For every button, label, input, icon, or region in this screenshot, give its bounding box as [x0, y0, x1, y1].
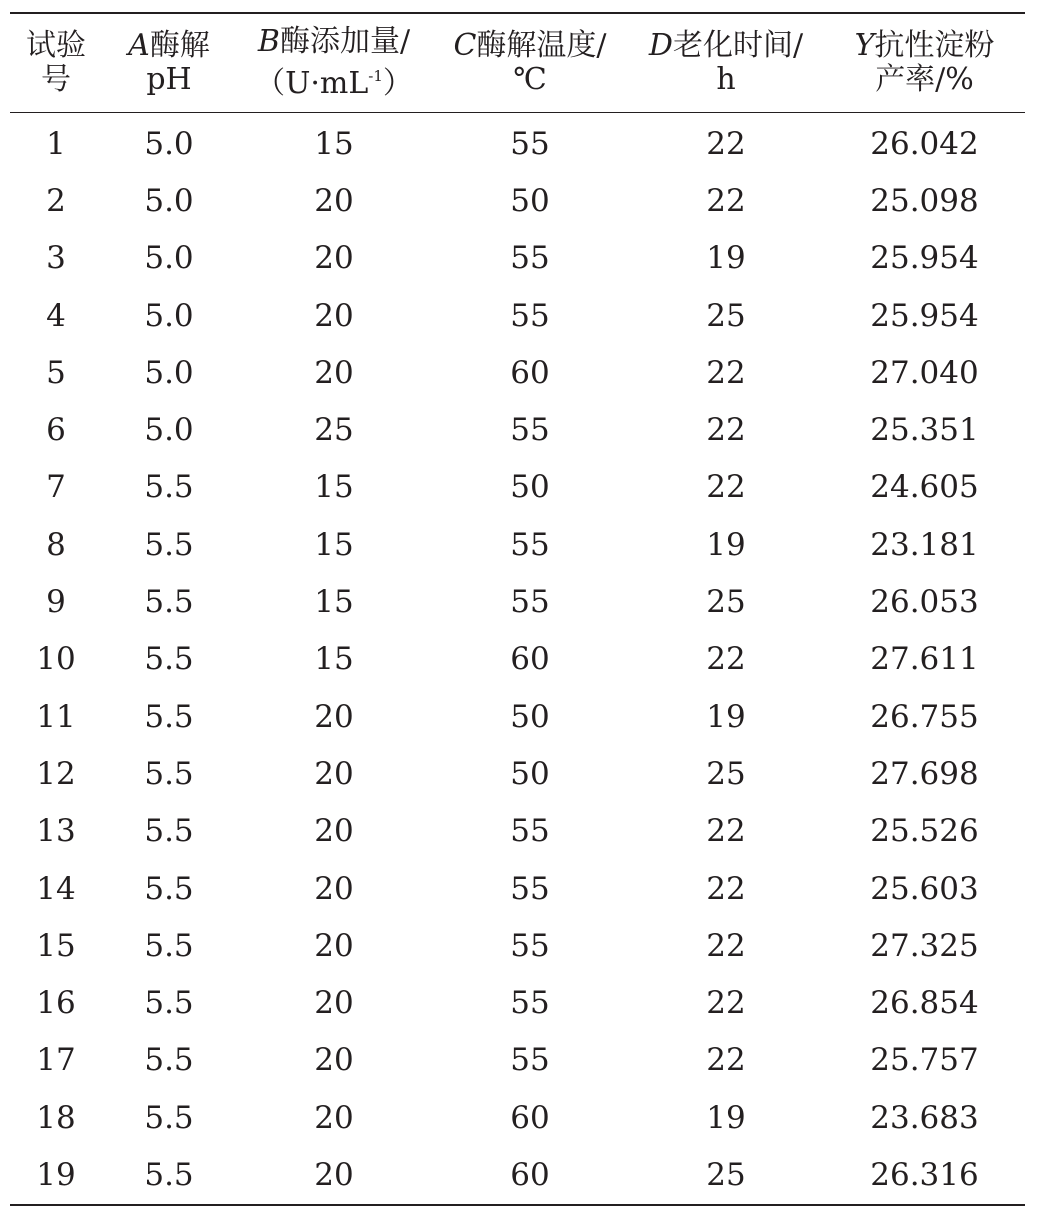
table-cell: 25.954 [870, 240, 979, 277]
table-cell: 22 [706, 1042, 746, 1079]
table-cell: 15 [314, 526, 354, 563]
table-cell: 18 [36, 1099, 76, 1136]
table-cell: 15 [314, 641, 354, 678]
table-cell: 26.316 [870, 1156, 979, 1193]
table-cell: 5.0 [144, 412, 194, 449]
column-header-text: 酶添加量/ [279, 24, 411, 59]
column-header [628, 13, 824, 113]
table-cell: 25.603 [870, 870, 979, 907]
table-cell: 55 [510, 870, 550, 907]
table-cell: 5.5 [144, 870, 194, 907]
column-header-line1 [432, 29, 628, 63]
table-row [10, 516, 1025, 573]
table-cell: 23.683 [870, 1099, 979, 1136]
table-cell: 22 [706, 813, 746, 850]
table-cell: 15 [314, 125, 354, 162]
table-row [10, 917, 1025, 974]
table-row [10, 113, 1025, 173]
table-cell: 5.5 [144, 641, 194, 678]
table-cell: 19 [706, 240, 746, 277]
table-cell: 26.854 [870, 985, 979, 1022]
column-header-unit: pH [146, 62, 192, 97]
table-cell: 5 [46, 354, 66, 391]
table-cell: 20 [314, 813, 354, 850]
table-header [10, 13, 1025, 113]
column-header-text: 抗性淀粉 [874, 28, 995, 63]
table-row [10, 172, 1025, 229]
table-row [10, 230, 1025, 287]
table-cell: 20 [314, 354, 354, 391]
table-cell: 50 [510, 755, 550, 792]
column-header [432, 13, 628, 113]
table-cell: 60 [510, 1156, 550, 1193]
table-cell: 20 [314, 240, 354, 277]
table-cell: 25 [706, 1156, 746, 1193]
header-row [10, 13, 1025, 113]
table-cell: 22 [706, 927, 746, 964]
table-cell: 20 [314, 1099, 354, 1136]
experiment-table [10, 12, 1025, 1206]
column-header-line1 [236, 25, 432, 59]
table-cell: 17 [36, 1042, 76, 1079]
table-cell: 25 [706, 584, 746, 621]
column-header-unit: 产率/% [875, 62, 974, 97]
table-cell: 1 [46, 125, 66, 162]
table-cell: 20 [314, 870, 354, 907]
column-header-text: 试验 [26, 28, 86, 63]
table-row [10, 745, 1025, 802]
table-cell: 22 [706, 985, 746, 1022]
table-cell: 20 [314, 698, 354, 735]
column-header [10, 13, 102, 113]
column-header-unit: ℃ [513, 62, 547, 97]
column-header-unit: h [716, 62, 736, 97]
table-cell: 27.040 [870, 354, 979, 391]
table-cell: 55 [510, 412, 550, 449]
variable-symbol: A [128, 28, 150, 63]
table-cell: 25 [706, 297, 746, 334]
table-cell: 5.5 [144, 1042, 194, 1079]
table-cell: 16 [36, 985, 76, 1022]
table-row [10, 459, 1025, 516]
table-cell: 20 [314, 1042, 354, 1079]
column-header-text: 老化时间/ [672, 28, 804, 63]
table-cell: 24.605 [870, 469, 979, 506]
table-cell: 22 [706, 469, 746, 506]
table-cell: 5.5 [144, 927, 194, 964]
table-row [10, 573, 1025, 630]
table-cell: 55 [510, 584, 550, 621]
table-cell: 5.0 [144, 182, 194, 219]
table-cell: 20 [314, 927, 354, 964]
table-row [10, 803, 1025, 860]
variable-symbol: B [257, 24, 280, 59]
table-cell: 55 [510, 526, 550, 563]
table-row [10, 344, 1025, 401]
column-header-text: 酶解温度/ [476, 28, 607, 63]
table-cell: 60 [510, 354, 550, 391]
table-cell: 5.0 [144, 125, 194, 162]
table-cell: 5.5 [144, 698, 194, 735]
table-cell: 25.351 [870, 412, 979, 449]
table-body [10, 113, 1025, 1205]
table-cell: 5.5 [144, 584, 194, 621]
table-cell: 26.755 [870, 698, 979, 735]
variable-symbol: D [648, 28, 673, 63]
table-cell: 5.0 [144, 240, 194, 277]
table-row [10, 1032, 1025, 1089]
column-header [236, 13, 432, 113]
table-cell: 6 [46, 412, 66, 449]
table-cell: 27.611 [870, 641, 979, 678]
table-row [10, 401, 1025, 458]
table-cell: 55 [510, 1042, 550, 1079]
table-cell: 15 [36, 927, 76, 964]
table-cell: 25.526 [870, 813, 979, 850]
table-cell: 20 [314, 297, 354, 334]
table-row [10, 860, 1025, 917]
column-header [102, 13, 236, 113]
table-cell: 55 [510, 125, 550, 162]
table-cell: 22 [706, 641, 746, 678]
table-cell: 5.5 [144, 813, 194, 850]
table-cell: 55 [510, 813, 550, 850]
table-cell: 11 [36, 698, 76, 735]
table-cell: 26.053 [870, 584, 979, 621]
table-cell: 27.325 [870, 927, 979, 964]
table-cell: 5.5 [144, 1156, 194, 1193]
table-cell: 19 [706, 698, 746, 735]
column-header-line1 [102, 29, 236, 63]
table-cell: 7 [46, 469, 66, 506]
table-cell: 3 [46, 240, 66, 277]
table-cell: 5.0 [144, 297, 194, 334]
table-cell: 5.5 [144, 755, 194, 792]
table-cell: 20 [314, 755, 354, 792]
table-cell: 26.042 [870, 125, 979, 162]
table-cell: 25 [706, 755, 746, 792]
table-cell: 22 [706, 870, 746, 907]
table-cell: 55 [510, 985, 550, 1022]
table-cell: 5.5 [144, 985, 194, 1022]
column-header-unit: $(U\cdot mL^{-1})$ [255, 66, 413, 101]
table-cell: 20 [314, 985, 354, 1022]
table-cell: 8 [46, 526, 66, 563]
table-cell: 10 [36, 641, 76, 678]
table-row [10, 1146, 1025, 1204]
table-row [10, 1089, 1025, 1146]
table-cell: 50 [510, 182, 550, 219]
table-cell: 20 [314, 1156, 354, 1193]
variable-symbol: Y [854, 28, 875, 63]
table-cell: 5.5 [144, 469, 194, 506]
table-cell: 20 [314, 182, 354, 219]
table-cell: 2 [46, 182, 66, 219]
table-cell: 15 [314, 584, 354, 621]
table-cell: 9 [46, 584, 66, 621]
table-cell: 5.5 [144, 1099, 194, 1136]
table-cell: 4 [46, 297, 66, 334]
table-cell: 23.181 [870, 526, 979, 563]
column-header-unit: 号 [41, 62, 71, 97]
table-cell: 5.5 [144, 526, 194, 563]
table-cell: 22 [706, 182, 746, 219]
table-cell: 12 [36, 755, 76, 792]
table-cell: 25.757 [870, 1042, 979, 1079]
table-cell: 55 [510, 240, 550, 277]
table-cell: 19 [706, 526, 746, 563]
table-cell: 25 [314, 412, 354, 449]
column-header-line1 [824, 29, 1025, 63]
table-cell: 60 [510, 1099, 550, 1136]
table-row [10, 287, 1025, 344]
table-cell: 15 [314, 469, 354, 506]
table-cell: 55 [510, 297, 550, 334]
table-cell: 22 [706, 125, 746, 162]
table-cell: 25.954 [870, 297, 979, 334]
table-cell: 14 [36, 870, 76, 907]
table-cell: 50 [510, 698, 550, 735]
table-cell: 22 [706, 354, 746, 391]
table-row [10, 688, 1025, 745]
column-header [824, 13, 1025, 113]
table-cell: 27.698 [870, 755, 979, 792]
table-cell: 50 [510, 469, 550, 506]
table-cell: 25.098 [870, 182, 979, 219]
table-row [10, 631, 1025, 688]
table-cell: 60 [510, 641, 550, 678]
table-cell: 19 [706, 1099, 746, 1136]
table-cell: 55 [510, 927, 550, 964]
column-header-line1 [628, 29, 824, 63]
table-row [10, 974, 1025, 1031]
table-cell: 13 [36, 813, 76, 850]
table-cell: 5.0 [144, 354, 194, 391]
table-cell: 22 [706, 412, 746, 449]
column-header-text: 酶解 [149, 28, 210, 63]
column-header-line1 [10, 29, 102, 63]
table-cell: 19 [36, 1156, 76, 1193]
variable-symbol: C [453, 28, 477, 63]
